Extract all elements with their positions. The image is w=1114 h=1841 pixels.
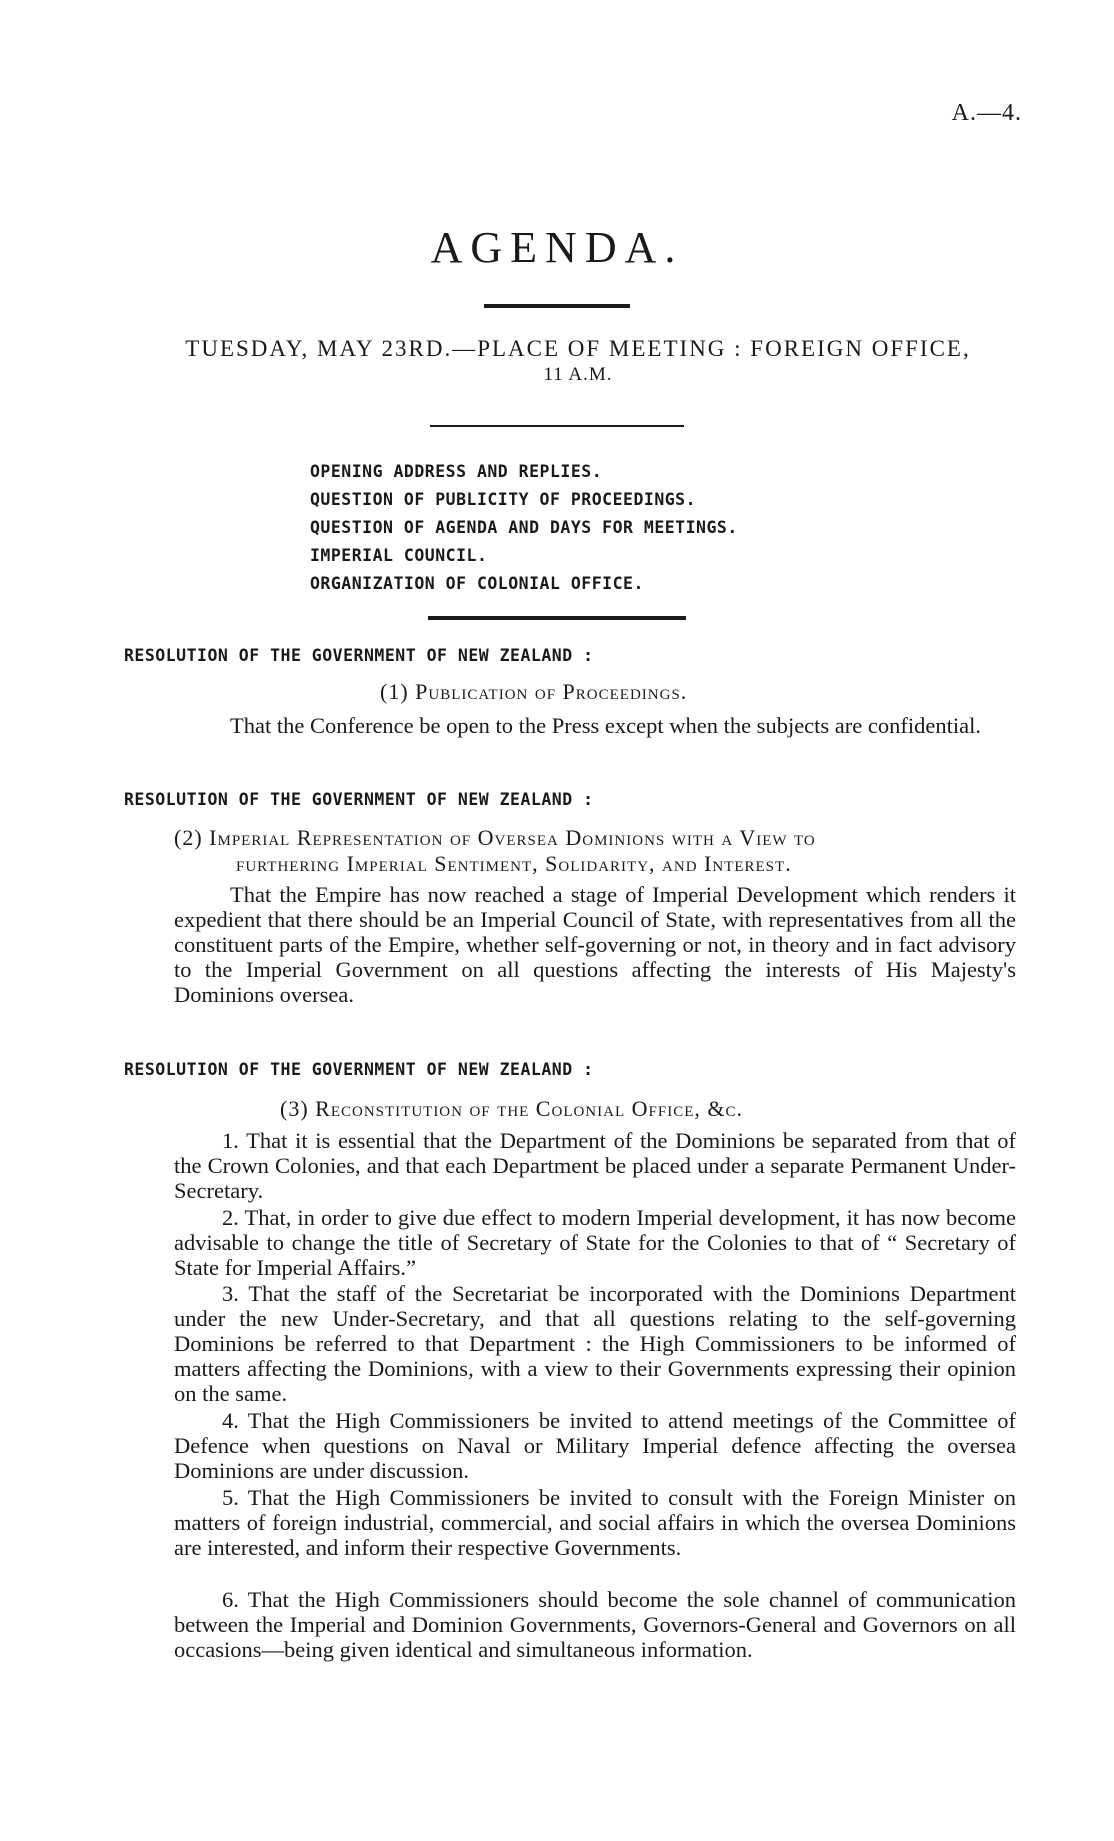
resolution-clause: 6. That the High Commissioners should become the sole channel of communication between the Imperial and Dominion Governments, Governors-General and Governors on all occasions—being given identical and simultaneous information.: [174, 1587, 1016, 1662]
resolution-clause: 2. That, in order to give due effect to modern Imperial development, it has now become advisable to change the title of Secretary of State for the Colonies to that of “ Secretary of State for Imperial Affairs.”: [174, 1205, 1016, 1280]
agenda-item: QUESTION OF AGENDA AND DAYS FOR MEETINGS.: [310, 518, 738, 537]
agenda-item: QUESTION OF PUBLICITY OF PROCEEDINGS.: [310, 490, 697, 509]
meeting-rule: [430, 425, 684, 427]
resolution-clause: 4. That the High Commissioners be invited to attend meetings of the Committee of Defence when questions on Naval or Military Imperial defence affecting the oversea Dominions are under discussion.: [174, 1408, 1016, 1483]
agenda-item: ORGANIZATION OF COLONIAL OFFICE.: [310, 574, 644, 593]
title-rule: [484, 304, 630, 308]
page-title: AGENDA.: [430, 223, 684, 272]
resolution-paragraph: That the Conference be open to the Press except when the subjects are confidential.: [230, 713, 981, 738]
resolution-clause: 1. That it is essential that the Department of the Dominions be separated from that of the Crown Colonies, and that each Department be placed under a separate Permanent Under-Secretary.: [174, 1128, 1016, 1203]
resolution-heading: RESOLUTION OF THE GOVERNMENT OF NEW ZEALAND :: [124, 1060, 594, 1079]
meeting-line: TUESDAY, MAY 23RD.—PLACE OF MEETING : FOREIGN OFFICE,: [185, 336, 971, 361]
agenda-items-list: [310, 458, 738, 598]
resolution-clause: 5. That the High Commissioners be invited to consult with the Foreign Minister on matters of foreign industrial, commercial, and social affairs in which the oversea Dominions are interested, and inform their respective Governments.: [174, 1485, 1016, 1560]
resolution-clause: 3. That the staff of the Secretariat be incorporated with the Dominions Department under the new Under-Secretary, and that all questions relating to the self-governing Dominions be referred to that Department : the High Commissioners to be informed of matters affecting the Dominions, with a view to their Governments expressing their opinion on the same.: [174, 1281, 1016, 1406]
resolution-title-continued: furthering Imperial Sentiment, Solidarity, and Interest.: [236, 851, 792, 876]
agenda-item: IMPERIAL COUNCIL.: [310, 546, 488, 565]
meeting-info: [138, 336, 1018, 388]
agenda-rule: [428, 616, 686, 620]
resolution-heading: RESOLUTION OF THE GOVERNMENT OF NEW ZEALAND :: [124, 790, 594, 809]
resolution-title: (1) Publication of Proceedings.: [380, 679, 688, 704]
resolution-heading: RESOLUTION OF THE GOVERNMENT OF NEW ZEALAND :: [124, 646, 594, 665]
meeting-time: 11 A.M.: [543, 364, 613, 385]
resolution-title: (2) Imperial Representation of Oversea Dominions with a View to: [174, 825, 816, 850]
resolution-paragraph: That the Empire has now reached a stage of Imperial Development which renders it expedient that there should be an Imperial Council of State, with representatives from all the constituent parts of the Empire, whether self-governing or not, in theory and in fact advisory to the Imperial Government on all questions affecting the interests of His Majesty's Dominions oversea.: [174, 882, 1016, 1007]
page-reference: A.—4.: [951, 100, 1022, 126]
agenda-item: OPENING ADDRESS AND REPLIES.: [310, 462, 603, 481]
resolution-title: (3) Reconstitution of the Colonial Office, &c.: [280, 1096, 743, 1121]
